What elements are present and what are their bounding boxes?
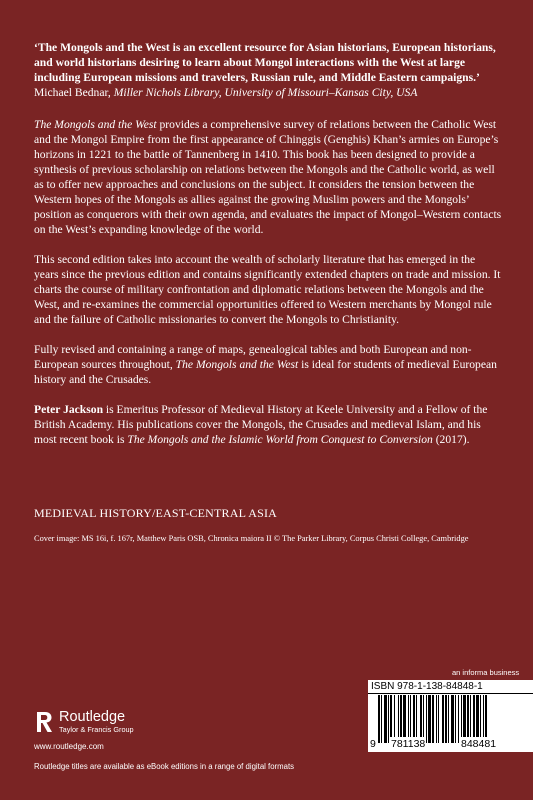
cover-credit: Cover image: MS 16i, f. 167r, Matthew Paris OSB, Chronica maiora II © The Parker Library, Corpus Christi College, Cambridge	[34, 534, 469, 543]
informa-label: an informa business	[452, 668, 520, 677]
ebook-note: Routledge titles are available as eBook editions in a range of digital formats	[34, 762, 295, 771]
back-cover-text	[34, 40, 502, 447]
publisher-name-block	[59, 710, 134, 734]
bio-text: is Emeritus Professor of Medieval History at Keele University and a Fellow of the British Academy. His publications cover the Mongols, the Crusades and medieval Islam, and his most recent book is	[34, 403, 488, 446]
routledge-r-icon	[34, 710, 54, 734]
publisher-logo	[34, 710, 134, 734]
subject-category: MEDIEVAL HISTORY/EAST-CENTRAL ASIA	[34, 506, 278, 520]
publisher-name: Routledge	[59, 709, 126, 725]
publisher-website: www.routledge.com	[34, 742, 104, 751]
author-name: Peter Jackson	[34, 403, 104, 416]
quote-author: Michael Bednar,	[34, 86, 111, 99]
barcode-digit-first: 9	[370, 738, 376, 750]
description-paragraph-1	[34, 117, 502, 237]
publisher-group: Taylor & Francis Group	[59, 725, 134, 734]
review-quote: ‘The Mongols and the West is an excellent resource for Asian historians, European historians, and world historians desiring to learn about Mongol interactions with the West at large including European missions and travelers, Russian rule, and Middle Eastern campaigns.’	[34, 41, 496, 84]
barcode-bars	[368, 695, 533, 743]
barcode-digits	[368, 737, 533, 751]
isbn-label: ISBN 978-1-138-84848-1	[368, 680, 533, 694]
author-bio	[34, 402, 502, 447]
barcode-digit-group-1: 781138	[391, 738, 426, 750]
isbn-barcode	[368, 680, 533, 752]
author-book-title: The Mongols and the Islamic World from Conquest to Conversion	[127, 433, 433, 446]
book-title-italic: The Mongols and the West	[34, 118, 157, 131]
description-text: provides a comprehensive survey of relations between the Catholic West and the Mongol Empire from the first appearance of Chinggis (Genghis) Khan’s armies on Europe’s horizons in 1221 to the battle of Tannenberg in 1410. This book has been designed to provide a synthesis of previous scholarship on relations between the Mongols and the Catholic world, as well as to offer new approaches and conclusions on the subject. It considers the tension between the Western hopes of the Mongols as allies against the growing Muslim powers and the Mongols’ position as conquerors with their own agenda, and evaluates the impact of Mongol–Western contacts on the West’s expanding knowledge of the world.	[34, 118, 502, 236]
book-title-italic: The Mongols and the West	[175, 358, 299, 371]
description-paragraph-3	[34, 342, 502, 387]
quote-affiliation: Miller Nichols Library, University of Missouri–Kansas City, USA	[113, 86, 418, 99]
description-paragraph-2: This second edition takes into account the wealth of scholarly literature that has emerged in the years since the previous edition and contains significantly extended chapters on trade and mission. It charts the course of military confrontation and diplomatic relations between the Mongols and the West, and re-examines the commercial opportunities offered to Western merchants by Mongol rule and the failure of Catholic missionaries to convert the Mongols to Christianity.	[34, 253, 501, 326]
bio-text: (2017).	[432, 433, 470, 446]
barcode-digit-group-2: 848481	[461, 738, 497, 750]
quote-attribution	[34, 85, 502, 100]
description-text: is ideal for students of medieval European history and the Crusades.	[34, 358, 497, 386]
description-text: Fully revised and containing a range of maps, genealogical tables and both European and non-European sources throughout,	[34, 343, 472, 371]
